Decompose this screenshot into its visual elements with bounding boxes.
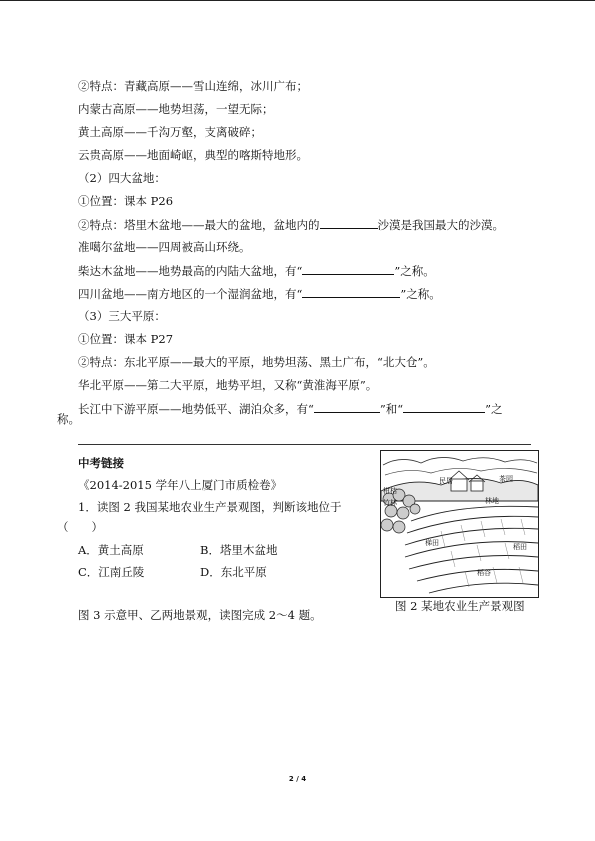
figure-label-3: 竹林 [383, 499, 397, 507]
basin-qaidam [78, 263, 435, 278]
question-1-answer-bracket[interactable]: （ ） [57, 520, 103, 534]
plateau-qinghai-tibet: ②特点：青藏高原——雪山连绵，冰川广布； [78, 79, 308, 93]
basin-junggar: 准噶尔盆地——四周被高山环绕。 [78, 240, 251, 254]
basin-sichuan-text-b: ”之称。 [400, 287, 441, 301]
exam-source: 《2014-2015 学年八上厦门市质检卷》 [78, 478, 283, 492]
page-number: 2 / 4 [288, 775, 307, 783]
basin-tarim-text-b: 沙漠是我国最大的沙漠。 [377, 218, 504, 232]
agriculture-landscape-sketch [381, 451, 538, 597]
figure-label-7: 稻田 [513, 543, 527, 551]
option-b[interactable]: B．塔里木盆地 [200, 543, 278, 557]
figure-3-instruction: 图 3 示意甲、乙两地景观，读图完成 2～4 题。 [78, 608, 322, 622]
basin-sichuan-text-a: 四川盆地——南方地区的一个湿润盆地，有“ [78, 287, 303, 301]
figure-label-1: 民居 [439, 477, 453, 485]
sichuan-nickname-blank[interactable] [302, 286, 400, 298]
yangtze-nickname-blank-2[interactable] [403, 401, 485, 413]
basin-sichuan [78, 286, 441, 301]
plateau-loess: 黄土高原——千沟万壑，支离破碎； [78, 125, 262, 139]
tarim-desert-blank[interactable] [320, 217, 378, 229]
figure-label-4: 柑桔 [383, 487, 397, 495]
basin-tarim [78, 217, 504, 232]
exam-heading: 中考链接 [78, 456, 124, 470]
figure-label-6: 梯田 [425, 539, 439, 547]
plains-location: ①位置：课本 P27 [78, 332, 174, 346]
basins-heading: （2）四大盆地： [78, 171, 166, 185]
yangtze-nickname-blank-1[interactable] [314, 401, 380, 413]
figure-label-8: 稻谷 [477, 569, 491, 577]
qaidam-nickname-blank[interactable] [302, 263, 394, 275]
plain-north-china: 华北平原——第二大平原，地势平坦，又称“黄淮海平原”。 [78, 378, 378, 392]
plain-northeast: ②特点：东北平原——最大的平原，地势坦荡、黑土广布，“北大仓”。 [78, 355, 435, 369]
plains-heading: （3）三大平原： [78, 309, 166, 323]
page-top-rule [0, 0, 595, 1]
plain-yangtze-text-b: ”之 [485, 402, 503, 416]
plateau-inner-mongolia: 内蒙古高原——地势坦荡，一望无际； [78, 102, 274, 116]
section-divider [78, 444, 531, 445]
basin-qaidam-text-a: 柴达木盆地——地势最高的内陆大盆地，有“ [78, 264, 303, 278]
question-1-stem: 1．读图 2 我国某地农业生产景观图，判断该地位于 [78, 500, 342, 514]
plain-yangtze [78, 401, 503, 416]
option-c[interactable]: C．江南丘陵 [78, 565, 145, 579]
plateau-yungui: 云贵高原——地面崎岖，典型的喀斯特地形。 [78, 148, 308, 162]
option-d[interactable]: D．东北平原 [200, 565, 267, 579]
basins-location: ①位置：课本 P26 [78, 194, 174, 208]
figure-label-2: 茶园 [499, 475, 513, 483]
basin-qaidam-text-b: ”之称。 [394, 264, 435, 278]
figure-label-5: 林地 [485, 497, 499, 505]
plain-yangtze-text-a: 长江中下游平原——地势低平、湖泊众多，有“ [78, 402, 314, 416]
plain-yangtze-text-mid: ”和“ [379, 402, 404, 416]
figure-caption: 图 2 某地农业生产景观图 [395, 599, 525, 613]
option-a[interactable]: A．黄土高原 [78, 543, 144, 557]
plain-yangtze-tail: 称。 [57, 412, 80, 426]
agriculture-landscape-figure [380, 450, 539, 598]
basin-tarim-text-a: ②特点：塔里木盆地——最大的盆地，盆地内的 [78, 218, 320, 232]
